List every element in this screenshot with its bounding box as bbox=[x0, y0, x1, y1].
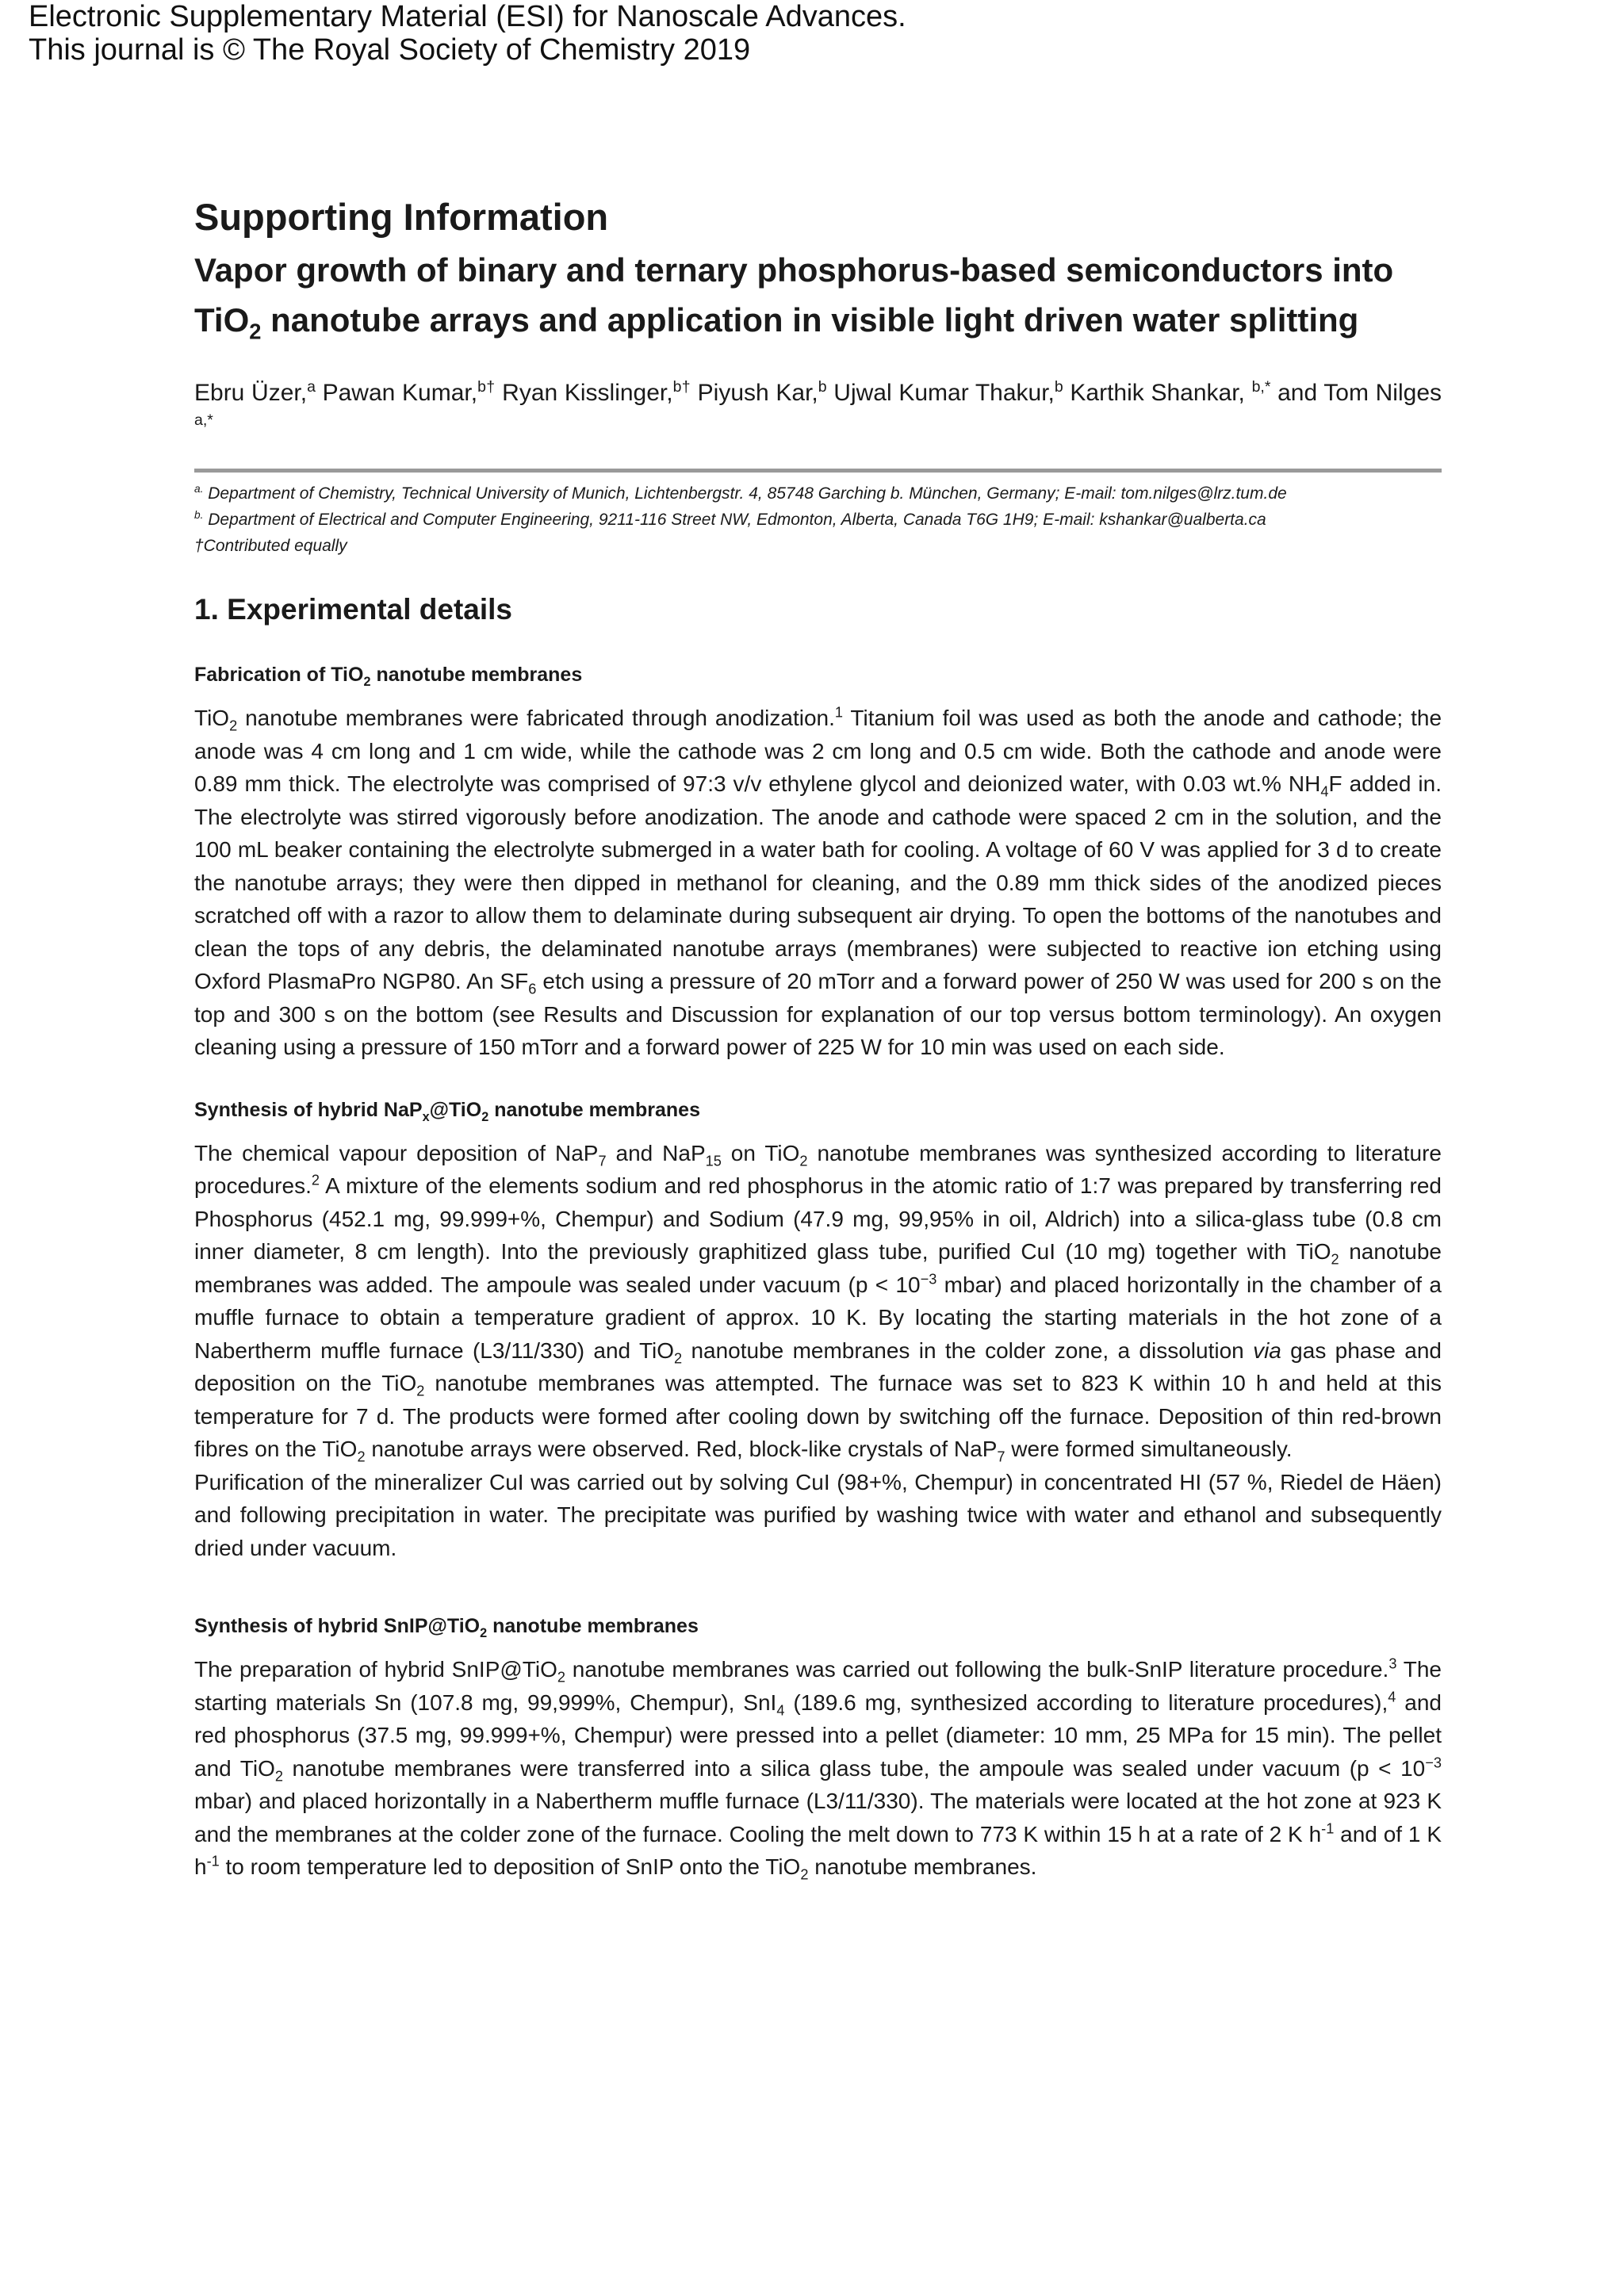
paper-title-part-1: Vapor growth of binary and ternary phosphorus-based semiconductors into TiO bbox=[194, 251, 1394, 339]
author-name: Ebru Üzer, bbox=[194, 380, 308, 406]
subheading-fabrication bbox=[194, 660, 1442, 689]
text-run: F added in. The electrolyte was stirred vigorously before anodization. The anode and cathode were spaced 2 cm in the solution, and the 100 mL beaker containing the electrolyte submerged in a water bath for cooling. A voltage of 60 V was applied for 3 d to create the nanotube arrays; they were then dipped in methanol for cleaning, and the 0.89 mm thick sides of the anodized pieces scratched off with a razor to allow them to delaminate during subsequent air drying. To open the bottoms of the nanotubes and clean the tops of any debris, the delaminated nanotube arrays (membranes) were subjected to reactive ion etching using Oxford PlasmaPro NGP80. An SF bbox=[194, 771, 1442, 993]
subscript: 2 bbox=[1331, 1251, 1339, 1268]
document-page bbox=[194, 194, 1442, 1884]
author-affiliation-mark: a,* bbox=[194, 411, 213, 429]
subscript: 2 bbox=[674, 1350, 683, 1367]
affiliation-a bbox=[194, 480, 1442, 507]
subscript: 4 bbox=[1320, 783, 1329, 800]
text-run: The chemical vapour deposition of NaP bbox=[194, 1140, 599, 1165]
heading-subscript: 2 bbox=[480, 1626, 488, 1640]
text-run: and NaP bbox=[606, 1140, 706, 1165]
esi-header-line-2: This journal is © The Royal Society of Chemistry 2019 bbox=[29, 33, 751, 67]
heading-text: @TiO bbox=[429, 1098, 482, 1121]
paragraph-snip-synthesis bbox=[194, 1653, 1442, 1884]
esi-header-line-1: Electronic Supplementary Material (ESI) for Nanoscale Advances. bbox=[29, 0, 906, 33]
subscript: 2 bbox=[800, 1866, 809, 1883]
author-list bbox=[194, 377, 1442, 443]
document-title: Supporting Information bbox=[194, 196, 609, 238]
author-affiliation-mark: b† bbox=[477, 378, 496, 396]
text-run: gas phase and deposition on the TiO bbox=[194, 1337, 1442, 1395]
author-affiliation-mark: a bbox=[307, 378, 316, 396]
author-affiliation-mark: b bbox=[1054, 378, 1063, 396]
author-affiliation-mark: b bbox=[818, 378, 827, 396]
text-run: mbar) and placed horizontally in a Nabertherm muffle furnace (L3/11/330). The materials were located at the hot zone at 923 K and the membranes at the colder zone of the furnace. Cooling the melt down to 773 K within 15 h at a rate of 2 K h bbox=[194, 1789, 1442, 1846]
author-name: Pawan Kumar, bbox=[315, 380, 478, 406]
subheading-napx-synthesis bbox=[194, 1096, 1442, 1124]
affiliation-b bbox=[194, 507, 1442, 533]
affiliation-marker: a. bbox=[194, 483, 204, 495]
citation-ref: 3 bbox=[1388, 1655, 1397, 1672]
heading-subscript: 2 bbox=[481, 1109, 489, 1124]
author-name: Karthik Shankar, bbox=[1063, 380, 1252, 406]
text-run: Titanium foil was used as both the anode and cathode; the anode was 4 cm long and 1 cm wide, while the cathode was 2 cm long and 0.5 cm wide. Both the cathode and anode were 0.89 mm thick. The electrolyte was comprised of 97:3 v/v ethylene glycol and deionized water, with 0.03 wt.% NH bbox=[194, 706, 1442, 796]
paragraph-cui-purification: Purification of the mineralizer CuI was carried out by solving CuI (98+%, Chempur) in concentrated HI (57 %, Riedel de Häen) and following precipitation in water. The precipitate was purified by washing twice with water and ethanol and subsequently dried under vacuum. bbox=[194, 1469, 1442, 1560]
citation-ref: 4 bbox=[1388, 1689, 1396, 1705]
italic-text: via bbox=[1253, 1337, 1281, 1363]
text-run: were formed simultaneously. bbox=[1005, 1437, 1293, 1461]
paragraph-fabrication bbox=[194, 702, 1442, 1064]
text-run: A mixture of the elements sodium and red phosphorus in the atomic ratio of 1:7 was prepared by transferring red Phosphorus (452.1 mg, 99.999+%, Chempur) and Sodium (47.9 mg, 99,95% in oil, Aldrich) into a silica-glass tube (0.8 cm inner diameter, 8 cm length). Into the previously graphitized glass tube, purified CuI (10 mg) together with TiO bbox=[194, 1173, 1442, 1264]
author-affiliation-mark: b,* bbox=[1251, 378, 1271, 396]
text-run: nanotube membranes was added. The ampoule was sealed under vacuum (p < 10 bbox=[194, 1239, 1442, 1297]
heading-text: nanotube membranes bbox=[488, 1098, 700, 1121]
text-run: nanotube membranes in the colder zone, a dissolution bbox=[682, 1337, 1254, 1363]
text-run: and of 1 K h bbox=[194, 1821, 1442, 1879]
text-run: to room temperature led to deposition of SnIP onto the TiO bbox=[219, 1854, 801, 1879]
text-run: etch using a pressure of 20 mTorr and a forward power of 250 W was used for 200 s on the top and 300 s on the bottom (see Results and Discussion for explanation of our top versus bottom terminology). An oxygen cleaning using a pressure of 150 mTorr and a forward power of 225 W for 10 min was used on each side. bbox=[194, 969, 1442, 1059]
author-name: Piyush Kar, bbox=[690, 380, 818, 406]
subscript: 2 bbox=[799, 1153, 808, 1169]
esi-header bbox=[29, 0, 906, 67]
subheading-snip-synthesis bbox=[194, 1612, 1442, 1640]
subscript: 2 bbox=[557, 1669, 565, 1686]
text-run: nanotube membranes was synthesized according to literature procedures. bbox=[194, 1140, 1442, 1198]
text-run: nanotube membranes was attempted. The furnace was set to 823 K within 10 h and held at this temperature for 7 d. The products were formed after cooling down by switching off the furnace. Deposition of thin red-brown fibres on the TiO bbox=[194, 1371, 1442, 1461]
subscript: 2 bbox=[357, 1448, 366, 1465]
superscript: −3 bbox=[1425, 1755, 1442, 1771]
superscript: -1 bbox=[206, 1853, 220, 1869]
affiliation-divider bbox=[194, 469, 1442, 473]
affiliations bbox=[194, 480, 1442, 559]
heading-subscript: 2 bbox=[363, 675, 371, 689]
affiliation-text: Department of Chemistry, Technical University of Munich, Lichtenbergstr. 4, 85748 Garching b. München, Germany; E-mail: tom.nilges@lrz.tum.de bbox=[203, 484, 1287, 503]
subscript: 4 bbox=[776, 1702, 785, 1719]
text-run: on TiO bbox=[721, 1140, 800, 1165]
affiliation-text: Department of Electrical and Computer Engineering, 9211-116 Street NW, Edmonton, Alberta, Canada T6G 1H9; E-mail: kshankar@ualberta.ca bbox=[203, 511, 1266, 529]
superscript: −3 bbox=[920, 1271, 937, 1288]
paper-title-subscript: 2 bbox=[249, 319, 262, 344]
section-heading-experimental: 1. Experimental details bbox=[194, 593, 513, 626]
text-run: (189.6 mg, synthesized according to literature procedures), bbox=[784, 1689, 1388, 1715]
text-run: TiO bbox=[194, 706, 230, 730]
heading-text: Fabrication of TiO bbox=[194, 664, 364, 686]
text-run: nanotube membranes were fabricated through anodization. bbox=[237, 706, 835, 730]
paper-title-part-2: nanotube arrays and application in visible light driven water splitting bbox=[261, 301, 1359, 339]
text-run: The starting materials Sn (107.8 mg, 99,999%, Chempur), SnI bbox=[194, 1657, 1442, 1715]
text-run: nanotube membranes. bbox=[808, 1854, 1037, 1879]
citation-ref: 1 bbox=[834, 704, 844, 721]
heading-text: nanotube membranes bbox=[370, 664, 583, 686]
author-affiliation-mark: b† bbox=[672, 378, 691, 396]
subscript: 2 bbox=[274, 1768, 283, 1785]
text-run: The preparation of hybrid SnIP@TiO bbox=[194, 1657, 557, 1682]
subscript: 6 bbox=[528, 981, 537, 997]
paragraph-napx-synthesis bbox=[194, 1137, 1442, 1466]
affiliation-marker: b. bbox=[194, 509, 204, 521]
text-run: and red phosphorus (37.5 mg, 99.999+%, Chempur) were pressed into a pellet (diameter: 10 mm, 25 MPa for 15 min). The pellet and TiO bbox=[194, 1689, 1442, 1781]
heading-text: Synthesis of hybrid NaP bbox=[194, 1098, 423, 1121]
superscript: -1 bbox=[1321, 1820, 1335, 1837]
author-name: Ryan Kisslinger, bbox=[495, 380, 673, 406]
citation-ref: 2 bbox=[311, 1172, 320, 1188]
author-name: Ujwal Kumar Thakur, bbox=[826, 380, 1055, 406]
subscript: 7 bbox=[598, 1153, 607, 1169]
text-run: nanotube arrays were observed. Red, block-like crystals of NaP bbox=[365, 1437, 998, 1461]
contributed-equally-note: †Contributed equally bbox=[194, 537, 347, 555]
subscript: 2 bbox=[229, 718, 238, 734]
subscript: 15 bbox=[705, 1153, 722, 1169]
author-name: and Tom Nilges bbox=[1270, 380, 1442, 406]
heading-text: nanotube membranes bbox=[487, 1615, 699, 1637]
text-run: nanotube membranes was carried out following the bulk-SnIP literature procedure. bbox=[565, 1657, 1389, 1682]
paper-title bbox=[194, 245, 1442, 345]
subscript: 2 bbox=[416, 1383, 425, 1399]
text-run: nanotube membranes were transferred into a silica glass tube, the ampoule was sealed under vacuum (p < 10 bbox=[282, 1755, 1426, 1781]
subscript: 7 bbox=[997, 1448, 1005, 1465]
text-run: mbar) and placed horizontally in the chamber of a muffle furnace to obtain a temperature gradient of approx. 10 K. By locating the starting materials in the hot zone of a Nabertherm muffle furnace (L3/11/330) and TiO bbox=[194, 1272, 1442, 1363]
heading-subscript: x bbox=[422, 1109, 430, 1124]
heading-text: Synthesis of hybrid SnIP@TiO bbox=[194, 1615, 481, 1637]
